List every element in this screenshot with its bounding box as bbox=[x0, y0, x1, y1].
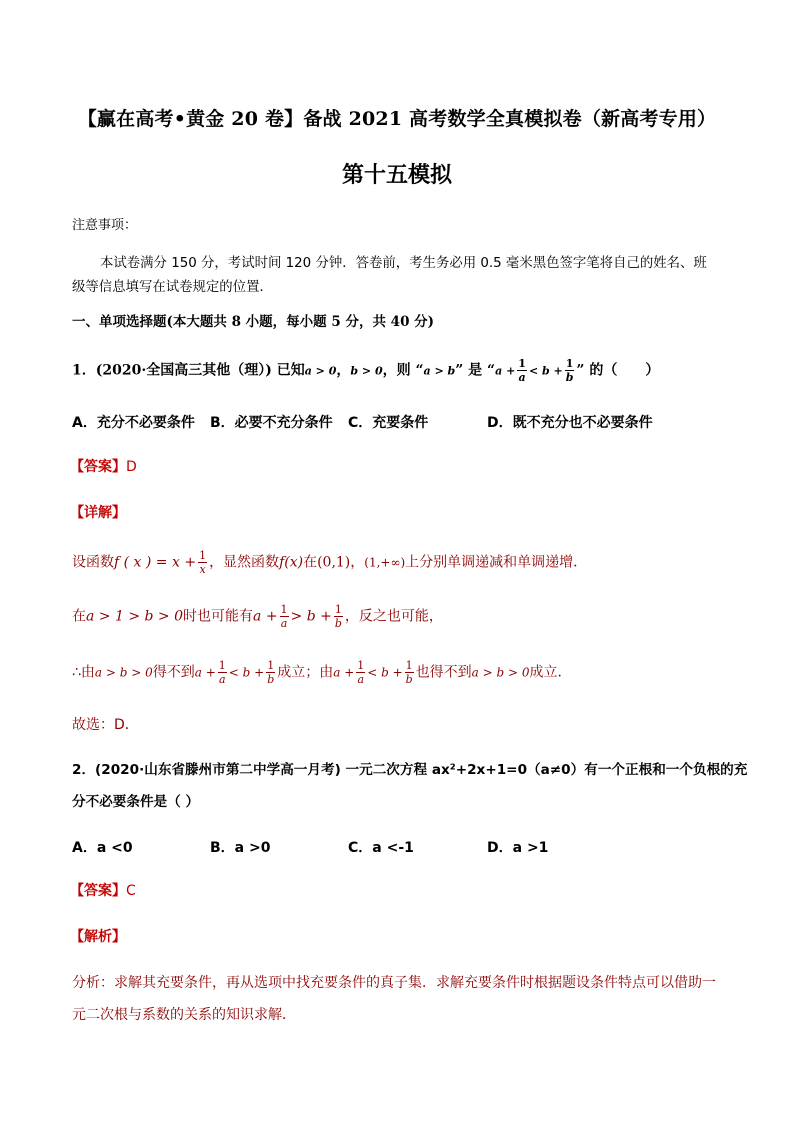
q1-d3-pre: ∴由 bbox=[72, 664, 95, 681]
q2-option-c: C．a <-1 bbox=[348, 840, 414, 856]
q1-d3-cond-1: a > b > 0 bbox=[94, 665, 153, 680]
q1-d3-fb1-den: b bbox=[267, 673, 275, 686]
q1-d3-frac-b-1 bbox=[266, 660, 275, 685]
q1-d1-comma: ， bbox=[350, 554, 365, 571]
q1-d2-frac-b bbox=[334, 604, 343, 629]
q1-answer-value: D bbox=[126, 459, 137, 475]
q2-option-b: B．a >0 bbox=[210, 840, 271, 856]
q2-option-a: A．a <0 bbox=[72, 840, 133, 856]
q1-frac-a bbox=[517, 358, 527, 383]
q1-frac-a-den: a bbox=[518, 371, 526, 384]
q1-mid2: ” 是 “ bbox=[455, 362, 496, 379]
q2-analysis-line-2: 元二次根与系数的关系的知识求解． bbox=[72, 1007, 296, 1023]
q1-option-a: A．充分不必要条件 bbox=[72, 415, 195, 431]
document-subtitle: 第十五模拟 bbox=[341, 162, 452, 188]
q1-frac-a-num: 1 bbox=[518, 357, 526, 370]
q1-d3-frac-a-1 bbox=[218, 660, 227, 685]
q1-prefix: 1．(2020·全国高三其他（理）) 已知 bbox=[72, 362, 305, 379]
q2-answer bbox=[70, 880, 136, 900]
q1-d3-lt-1: < b + bbox=[228, 665, 265, 680]
q1-d1-frac-num: 1 bbox=[199, 549, 207, 562]
q1-detail-line-2 bbox=[72, 604, 443, 629]
q1-frac-b-den: b bbox=[565, 371, 574, 384]
q1-d2-frac-a bbox=[280, 604, 289, 629]
q1-d3-cond-2: a > b > 0 bbox=[471, 665, 530, 680]
question-2-line-2: 分不必要条件是（ ） bbox=[72, 794, 200, 810]
q2-analysis-line-1: 分析：求解其充要条件，再从选项中找充要条件的真子集．求解充要条件时根据题设条件特点可以借助一 bbox=[72, 975, 716, 991]
q1-answer-label: 【答案】 bbox=[70, 459, 126, 475]
q2-analysis-label: 【解析】 bbox=[70, 929, 126, 945]
question-1 bbox=[72, 358, 659, 383]
q1-answer bbox=[70, 456, 137, 476]
q1-cond1: a > 0 bbox=[304, 364, 337, 378]
q1-d1-frac bbox=[198, 550, 207, 575]
q1-d3-text-1: 得不到 bbox=[152, 664, 195, 681]
q1-d1-interval-1: (0,1) bbox=[317, 554, 351, 571]
q1-d1-fx: f(x) bbox=[279, 554, 304, 571]
q1-d2-frac-b-den: b bbox=[334, 617, 342, 630]
q1-d3-fb2-num: 1 bbox=[405, 659, 413, 672]
q2-option-d: D．a >1 bbox=[487, 840, 549, 856]
q1-d1-frac-den: x bbox=[199, 563, 206, 576]
q1-lt: < b + bbox=[528, 364, 563, 378]
q1-d2-cond: a > 1 > b > 0 bbox=[86, 608, 184, 625]
notice-heading: 注意事项： bbox=[72, 218, 138, 233]
q1-d3-lt-2: < b + bbox=[367, 665, 403, 680]
q1-detail-line-1 bbox=[72, 550, 587, 575]
q1-d3-text-3: 也得不到 bbox=[415, 664, 472, 681]
q1-d1-in: 在 bbox=[303, 554, 318, 571]
q1-frac-b-num: 1 bbox=[565, 357, 574, 370]
q1-d3-fa1-num: 1 bbox=[218, 659, 226, 672]
question-2-line-1: 2．(2020·山东省滕州市第二中学高一月考) 一元二次方程 ax²+2x+1=0（a≠0）有一个正根和一个负根的充 bbox=[72, 762, 748, 778]
q1-d1-func: f ( x ) = x + bbox=[114, 554, 197, 571]
q1-d1-mid: ，显然函数 bbox=[209, 554, 280, 571]
notice-line-2: 级等信息填写在试卷规定的位置． bbox=[72, 280, 273, 295]
q1-mid: ，则 “ bbox=[382, 362, 424, 379]
q1-d3-fb2-den: b bbox=[405, 673, 413, 686]
q1-option-c: C．充要条件 bbox=[348, 415, 429, 431]
q1-suffix: ” 的（ ） bbox=[576, 362, 660, 379]
q1-d3-frac-b-2 bbox=[405, 660, 414, 685]
q1-option-b: B．必要不充分条件 bbox=[210, 415, 333, 431]
q1-sep: ， bbox=[336, 362, 351, 379]
q1-d2-pre: 在 bbox=[72, 608, 86, 625]
q1-d3-frac-a-2 bbox=[356, 660, 365, 685]
q1-detail-label: 【详解】 bbox=[70, 505, 126, 521]
q1-d3-text-2: 成立；由 bbox=[277, 664, 334, 681]
q1-d2-mid: 时也可能有 bbox=[183, 608, 254, 625]
q1-d3-fa2-num: 1 bbox=[357, 659, 365, 672]
section-heading: 一、单项选择题(本大题共 8 小题，每小题 5 分，共 40 分) bbox=[72, 314, 435, 330]
notice-line-1: 本试卷满分 150 分，考试时间 120 分钟．答卷前，考生务必用 0.5 毫米黑色签字笔将自己的姓名、班 bbox=[100, 256, 707, 271]
q1-d3-text-4: 成立． bbox=[529, 664, 572, 681]
q1-d3-a-1: a + bbox=[194, 665, 216, 680]
q1-d1-pre: 设函数 bbox=[72, 554, 114, 571]
q1-d1-post: 上分别单调递减和单调递增． bbox=[405, 554, 588, 571]
q1-d2-frac-b-num: 1 bbox=[334, 603, 342, 616]
q1-cond2: b > 0 bbox=[350, 364, 383, 378]
document-title: 【赢在高考•黄金 20 卷】备战 2021 高考数学全真模拟卷（新高考专用） bbox=[77, 108, 717, 130]
q1-d2-gt: > b + bbox=[290, 608, 332, 625]
q1-d2-a: a + bbox=[253, 608, 278, 625]
q1-d3-fb1-num: 1 bbox=[267, 659, 275, 672]
q2-answer-label: 【答案】 bbox=[70, 883, 126, 899]
q1-d2-post: ，反之也可能， bbox=[344, 608, 443, 625]
q1-d3-fa2-den: a bbox=[357, 673, 365, 686]
q1-d2-frac-a-num: 1 bbox=[280, 603, 288, 616]
q1-conclusion: 故选：D． bbox=[72, 717, 139, 733]
q2-answer-value: C bbox=[126, 883, 136, 899]
q1-frac-b bbox=[565, 358, 575, 383]
q1-d3-fa1-den: a bbox=[219, 673, 226, 686]
q1-relation: a > b bbox=[423, 364, 456, 378]
q1-expr-a: a + bbox=[495, 364, 516, 378]
q1-detail-line-3 bbox=[72, 660, 572, 685]
q1-d3-a-2: a + bbox=[333, 665, 355, 680]
q1-option-d: D．既不充分也不必要条件 bbox=[487, 415, 653, 431]
q1-d1-interval-2: (1,+∞) bbox=[364, 555, 406, 570]
q1-d2-frac-a-den: a bbox=[280, 617, 288, 630]
